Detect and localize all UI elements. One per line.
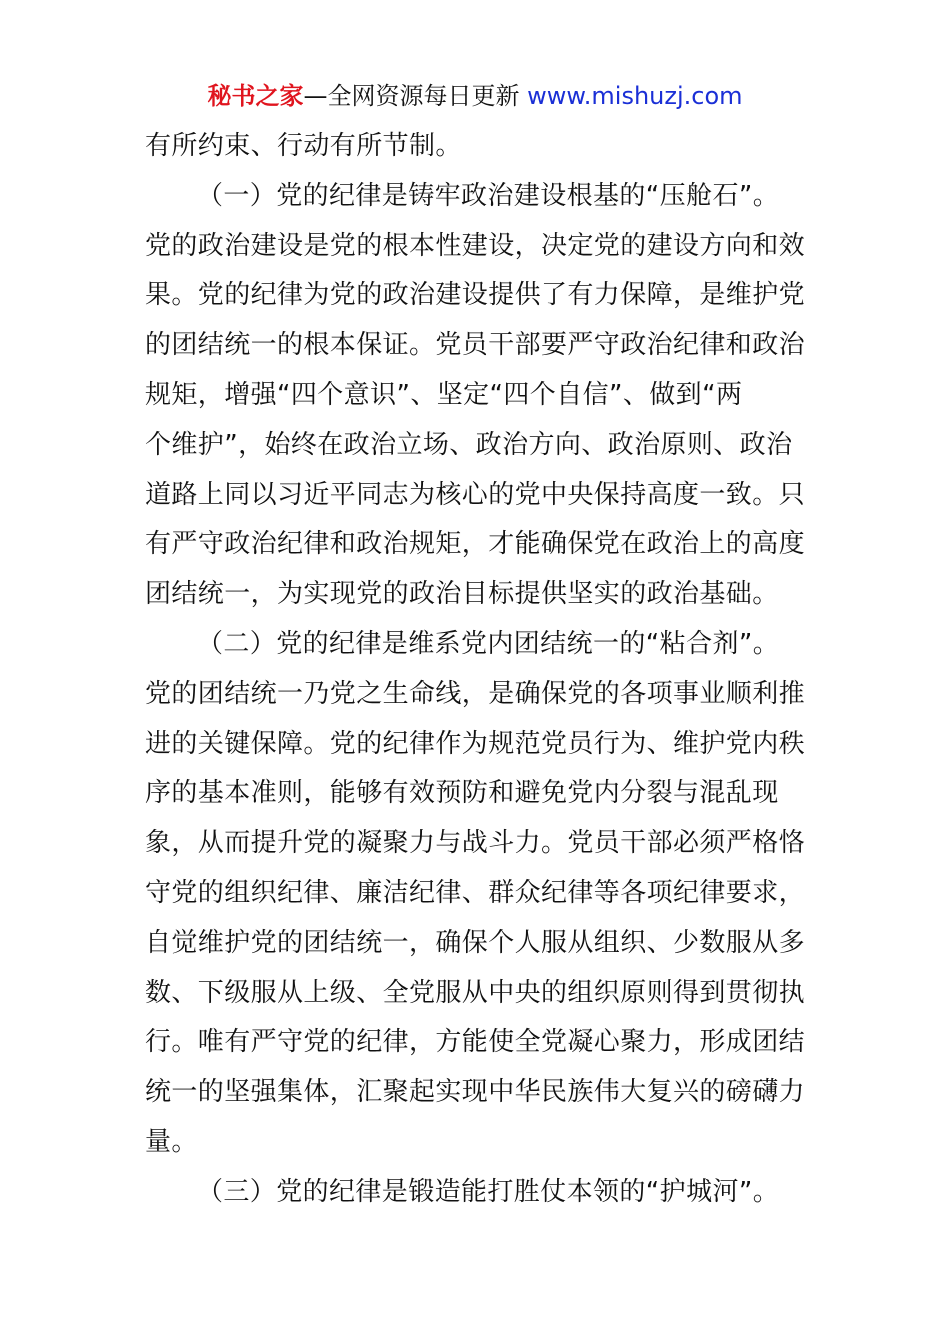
text-line: 统一的坚强集体，汇聚起实现中华民族伟大复兴的磅礴力 — [145, 1077, 806, 1108]
text-line: 有所约束、行动有所节制。 — [145, 131, 462, 161]
text-line: 象，从而提升党的凝聚力与战斗力。党员干部必须严格恪 — [145, 828, 806, 859]
text-line: 规矩，增强“四个意识”、坚定“四个自信”、做到“两 — [145, 379, 743, 410]
text-line: 行。唯有严守党的纪律，方能使全党凝心聚力，形成团结 — [145, 1027, 806, 1058]
text-line: 数、下级服从上级、全党服从中央的组织原则得到贯彻执 — [145, 977, 806, 1008]
text-line: 有严守政治纪律和政治规矩，才能确保党在政治上的高度 — [145, 529, 806, 560]
text-line: 量。 — [145, 1126, 198, 1157]
text-line: 党的团结统一乃党之生命线，是确保党的各项事业顺利推 — [145, 678, 806, 709]
section-heading-1: （一）党的纪律是铸牢政治建设根基的“压舱石”。 — [197, 180, 780, 211]
site-tagline: —全网资源每日更新 — [303, 82, 528, 110]
text-line: 团结统一，为实现党的政治目标提供坚实的政治基础。 — [145, 579, 779, 610]
text-line: 道路上同以习近平同志为核心的党中央保持高度一致。只 — [145, 479, 806, 510]
text-line: 序的基本准则，能够有效预防和避免党内分裂与混乱现 — [145, 778, 779, 809]
text-line: 守党的组织纪律、廉洁纪律、群众纪律等各项纪律要求， — [145, 877, 806, 908]
site-header — [0, 80, 950, 112]
text-line: 党的政治建设是党的根本性建设，决定党的建设方向和效 — [145, 230, 806, 261]
text-line: 进的关键保障。党的纪律作为规范党员行为、维护党内秩 — [145, 728, 806, 759]
text-line: 的团结统一的根本保证。党员干部要严守政治纪律和政治 — [145, 330, 806, 361]
text-line: 个维护”，始终在政治立场、政治方向、政治原则、政治 — [145, 429, 793, 460]
site-brand: 秘书之家 — [207, 82, 304, 110]
section-heading-3: （三）党的纪律是锻造能打胜仗本领的“护城河”。 — [197, 1176, 780, 1207]
document-body — [145, 122, 807, 1218]
text-line: 果。党的纪律为党的政治建设提供了有力保障，是维护党 — [145, 280, 806, 311]
text-line: 自觉维护党的团结统一，确保个人服从组织、少数服从多 — [145, 927, 806, 958]
section-heading-2: （二）党的纪律是维系党内团结统一的“粘合剂”。 — [197, 628, 780, 659]
site-url-link[interactable]: www.mishuzj.com — [527, 82, 743, 110]
